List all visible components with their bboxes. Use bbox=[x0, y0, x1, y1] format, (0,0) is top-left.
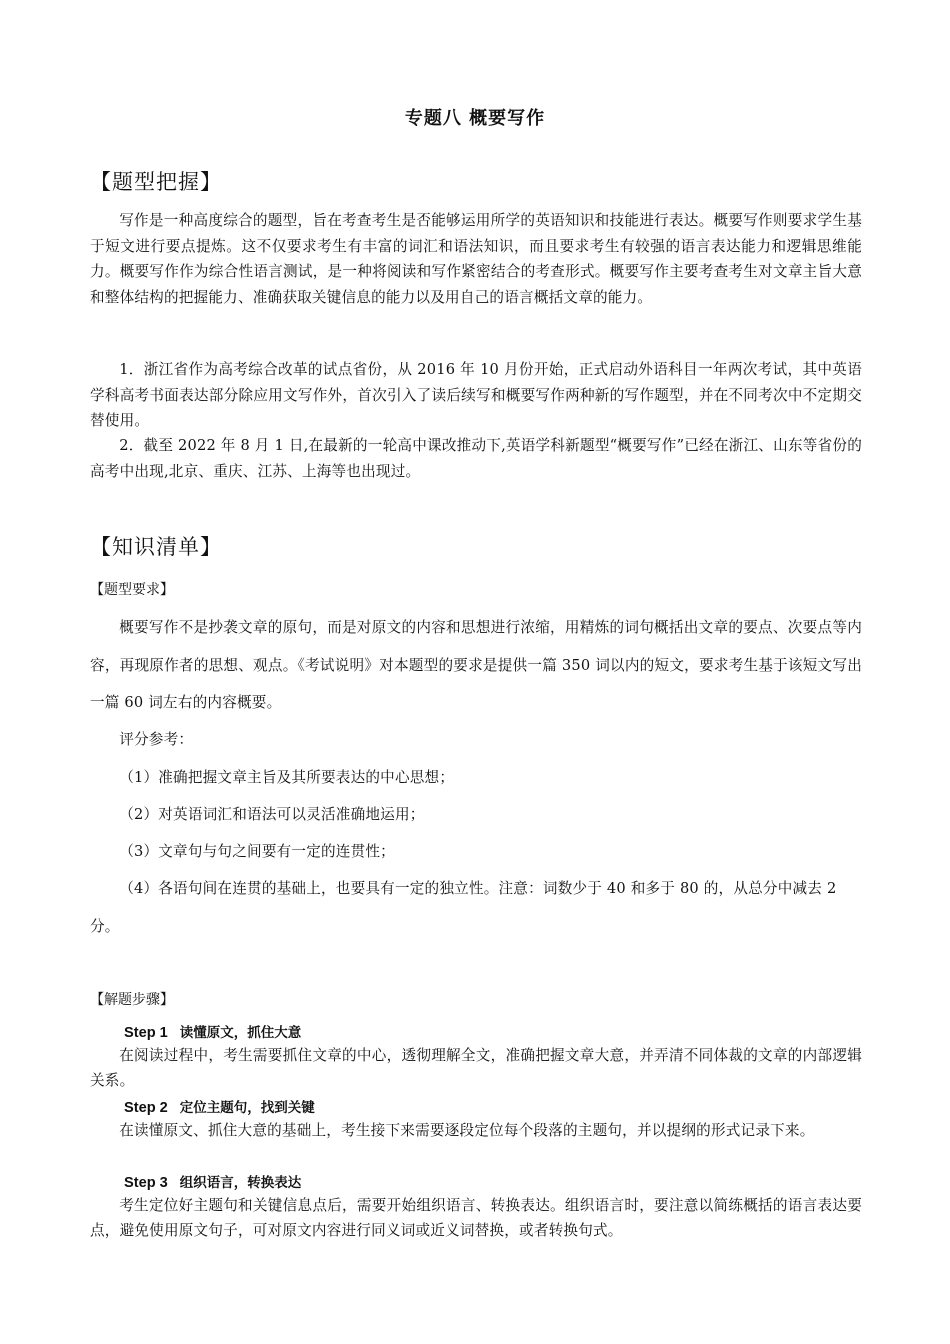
intro-paragraph: 写作是一种高度综合的题型，旨在考查考生是否能够运用所学的英语知识和技能进行表达。概要写作则要求学生基于短文进行要点提炼。这不仅要求考生有丰富的词汇和语法知识，而且要求考生有较强的语言表达能力和逻辑思维能力。概要写作作为综合性语言测试，是一种将阅读和写作紧密结合的考查形式。概要写作主要考查考生对文章主旨大意和整体结构的把握能力、准确获取关键信息的能力以及用自己的语言概括文章的能力。 bbox=[90, 212, 862, 306]
subheading-steps: 【解题步骤】 bbox=[90, 992, 174, 1008]
section-heading-overview: 【题型把握】 bbox=[90, 170, 222, 194]
step-3-heading bbox=[124, 1171, 301, 1191]
step-3-number: Step 3 bbox=[124, 1175, 168, 1191]
criteria-item-2: （2）对英语词汇和语法可以灵活准确地运用； bbox=[119, 806, 425, 823]
step-1-heading bbox=[124, 1021, 301, 1041]
subheading-requirements: 【题型要求】 bbox=[90, 582, 174, 598]
page-title: 专题八 概要写作 bbox=[404, 108, 546, 129]
section-heading-knowledge: 【知识清单】 bbox=[90, 535, 222, 559]
step-2-heading bbox=[124, 1096, 315, 1116]
step-2-title: 定位主题句，找到关键 bbox=[179, 1100, 315, 1116]
step-3-text: 考生定位好主题句和关键信息点后，需要开始组织语言、转换表达。组织语言时，要注意以简练概括的语言表达要点，避免使用原文句子，可对原文内容进行同义词或近义词替换，或者转换句式。 bbox=[90, 1197, 862, 1239]
step-3-title: 组织语言，转换表达 bbox=[179, 1175, 302, 1191]
criteria-item-4: （4）各语句间在连贯的基础上，也要具有一定的独立性。注意：词数少于 40 和多于 80 的，从总分中减去 2 分。 bbox=[90, 880, 837, 935]
criteria-item-3: （3）文章句与句之间要有一定的连贯性； bbox=[119, 843, 395, 860]
requirements-paragraph: 概要写作不是抄袭文章的原句，而是对原文的内容和思想进行浓缩，用精炼的词句概括出文章的要点、次要点等内容，再现原作者的思想、观点。《考试说明》对本题型的要求是提供一篇 350 词以内的短文，要求考生基于该短文写出一篇 60 词左右的内容概要。 bbox=[90, 619, 862, 711]
criteria-item-1: （1）准确把握文章主旨及其所要表达的中心思想； bbox=[119, 769, 455, 786]
step-1-text: 在阅读过程中，考生需要抓住文章的中心，透彻理解全文，准确把握文章大意，并弄清不同体裁的文章的内部逻辑关系。 bbox=[90, 1047, 862, 1089]
step-1-number: Step 1 bbox=[124, 1025, 168, 1041]
step-1-title: 读懂原文，抓住大意 bbox=[179, 1025, 302, 1041]
score-label: 评分参考： bbox=[119, 731, 194, 748]
step-2-text: 在读懂原文、抓住大意的基础上，考生接下来需要逐段定位每个段落的主题句，并以提纲的形式记录下来。 bbox=[119, 1122, 815, 1139]
note-paragraph-1: 1．浙江省作为高考综合改革的试点省份，从 2016 年 10 月份开始，正式启动外语科目一年两次考试，其中英语学科高考书面表达部分除应用文写作外，首次引入了读后续写和概要写作两种新的写作题型，并在不同考次中不定期交替使用。 bbox=[90, 361, 862, 429]
note-paragraph-2: 2．截至 2022 年 8 月 1 日,在最新的一轮高中课改推动下,英语学科新题型“概要写作”已经在浙江、山东等省份的高考中出现,北京、重庆、江苏、上海等也出现过。 bbox=[90, 437, 862, 480]
step-2-number: Step 2 bbox=[124, 1100, 168, 1116]
